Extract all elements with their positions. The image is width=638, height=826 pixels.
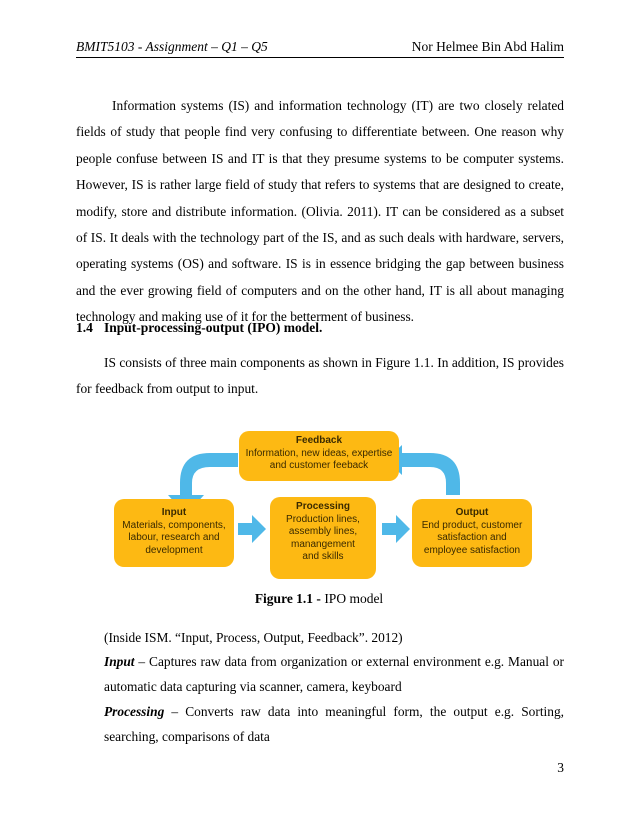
header-left: BMIT5103 - Assignment – Q1 – Q5 <box>76 39 268 54</box>
processing-line: assembly lines, <box>288 526 358 537</box>
input-to-processing-arrow <box>238 515 266 543</box>
output-line: satisfaction and <box>437 532 507 543</box>
ipo-figure <box>100 423 540 583</box>
ipo-paragraph: IS consists of three main components as shown in Figure 1.1. In addition, IS provides for feedback from output to input. <box>76 355 564 397</box>
definition-processing <box>104 700 564 749</box>
processing-line: and skills <box>302 551 344 562</box>
input-line: development <box>145 544 203 556</box>
input-line: labour, research and <box>128 532 220 543</box>
definition-processing-term: Processing <box>104 704 165 719</box>
intro-paragraph: Information systems (IS) and information technology (IT) are two closely related fields of study that people find very confusing to differentiate between. One reason why people confuse between IS and IT is that they presume systems to be computer systems. However, IS is rather large field of study that refers to systems that are designed to create, modify, store and distribute information. (Olivia. 2011). IT can be considered as a subset of IS. It deals with the technology part of the IS, and as such deals with hardware, servers, operating systems (OS) and software. IS is in essence bridging the gap between business and the ever growing field of computers and on the other hand, IT is all about managing technology and making use of it for the betterment of business. <box>76 98 564 325</box>
header-rule <box>76 57 564 58</box>
input-title: Input <box>161 507 187 518</box>
header-right: Nor Helmee Bin Abd Halim <box>411 39 564 54</box>
definition-input-term: Input <box>104 654 135 669</box>
processing-line: manangement <box>291 538 355 550</box>
feedback-line: and customer feeback <box>269 460 369 471</box>
definition-processing-text: – Converts raw data into meaningful form, the output e.g. Sorting, searching, comparisons of data <box>104 704 564 744</box>
processing-to-output-arrow <box>382 515 410 543</box>
processing-line: Production lines, <box>286 513 360 525</box>
processing-title: Processing <box>296 501 350 512</box>
feedback-line: Information, new ideas, expertise <box>245 447 393 459</box>
definition-input-text: – Captures raw data from organization or external environment e.g. Manual or automatic data capturing via scanner, camera, keyboard <box>104 654 564 694</box>
caption-text: IPO model <box>324 591 384 606</box>
output-line: employee satisfaction <box>423 544 521 556</box>
section-number: 1.4 <box>76 320 93 335</box>
definition-input <box>104 650 564 699</box>
citation: (Inside ISM. “Input, Process, Output, Feedback”. 2012) <box>104 630 403 645</box>
feedback-box <box>239 431 399 481</box>
input-line: Materials, components, <box>122 519 226 531</box>
section-title: Input-processing-output (IPO) model. <box>104 320 323 335</box>
input-box <box>114 499 234 567</box>
caption-label: Figure 1.1 - <box>254 591 321 606</box>
output-box <box>412 499 532 567</box>
page-number: 3 <box>557 760 564 775</box>
output-title: Output <box>455 507 489 518</box>
processing-box <box>270 497 376 579</box>
section-heading <box>76 320 322 336</box>
output-line: End product, customer <box>421 519 523 531</box>
figure-caption <box>0 591 638 607</box>
feedback-title: Feedback <box>295 435 343 446</box>
